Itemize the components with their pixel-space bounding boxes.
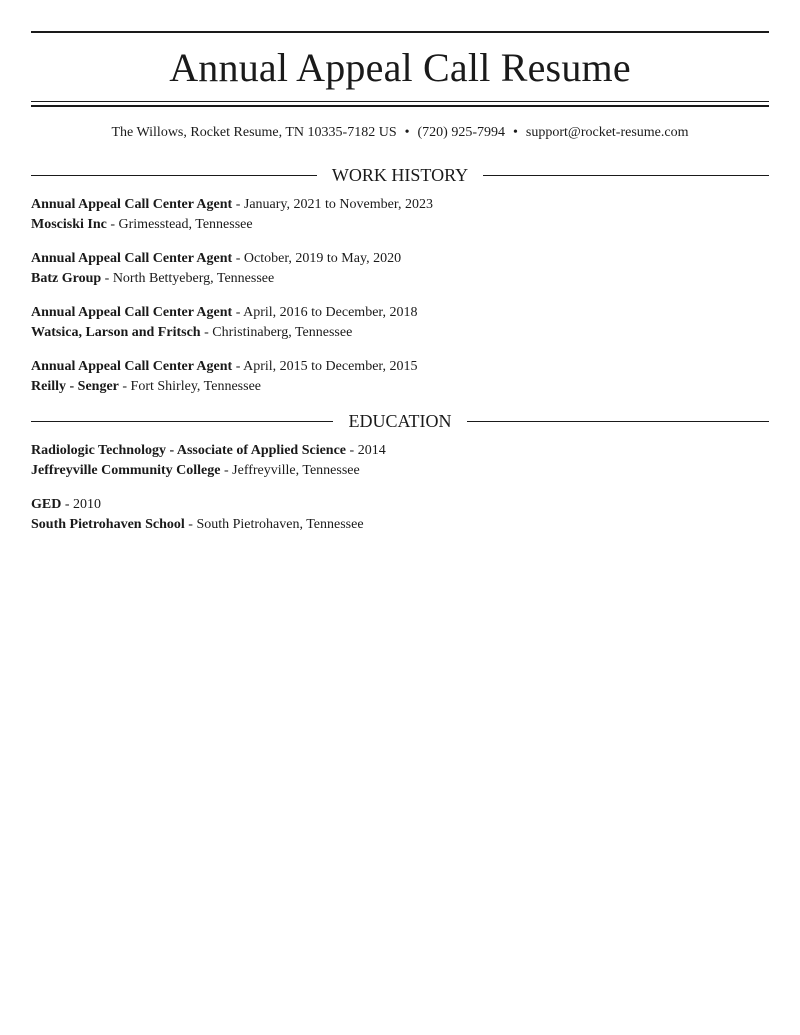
company-name: Mosciski Inc xyxy=(31,217,107,232)
heading-rule-right xyxy=(483,175,769,176)
dash: - xyxy=(232,197,244,212)
degree: GED xyxy=(31,497,62,512)
job-title: Annual Appeal Call Center Agent xyxy=(31,251,233,266)
work-entry-line-1 xyxy=(31,249,769,269)
resume-title: Annual Appeal Call Resume xyxy=(169,45,631,90)
education-entry xyxy=(31,495,769,535)
work-entry-line-2 xyxy=(31,377,769,397)
contact-phone: (720) 925-7994 xyxy=(417,125,506,140)
education-entry-line-2 xyxy=(31,515,769,535)
job-location: Grimesstead, Tennessee xyxy=(118,217,253,232)
contact-address: The Willows, Rocket Resume, TN 10335-7182 US xyxy=(111,125,397,140)
dash: - xyxy=(184,517,197,532)
job-title: Annual Appeal Call Center Agent xyxy=(31,359,233,374)
graduation-year: 2010 xyxy=(73,497,102,512)
education-entry xyxy=(31,441,769,481)
work-entry-line-2 xyxy=(31,323,769,343)
job-dates: April, 2015 to December, 2015 xyxy=(243,359,418,374)
section-title: EDUCATION xyxy=(348,411,452,431)
top-rule xyxy=(31,31,769,33)
education-heading xyxy=(31,409,769,433)
education-entry-line-1 xyxy=(31,495,769,515)
work-entry-line-2 xyxy=(31,269,769,289)
dash: - xyxy=(346,443,358,458)
graduation-year: 2014 xyxy=(357,443,386,458)
work-entry-line-1 xyxy=(31,303,769,323)
dash: - xyxy=(232,359,244,374)
work-entry xyxy=(31,195,769,235)
job-dates: October, 2019 to May, 2020 xyxy=(243,251,402,266)
degree: Radiologic Technology - Associate of Applied Science xyxy=(31,443,347,458)
job-dates: April, 2016 to December, 2018 xyxy=(243,305,418,320)
job-title: Annual Appeal Call Center Agent xyxy=(31,305,233,320)
company-name: Reilly - Senger xyxy=(31,379,119,394)
work-entry xyxy=(31,249,769,289)
job-location: Fort Shirley, Tennessee xyxy=(130,379,261,394)
work-history-heading xyxy=(31,163,769,187)
job-dates: January, 2021 to November, 2023 xyxy=(243,197,433,212)
school-location: South Pietrohaven, Tennessee xyxy=(196,517,364,532)
dash: - xyxy=(101,271,113,286)
contact-email: support@rocket-resume.com xyxy=(525,125,689,140)
work-entry-line-1 xyxy=(31,357,769,377)
heading-rule-right xyxy=(467,421,769,422)
dash: - xyxy=(232,251,244,266)
school-name: South Pietrohaven School xyxy=(31,517,185,532)
title-rule-thin xyxy=(31,101,769,102)
company-name: Watsica, Larson and Fritsch xyxy=(31,325,201,340)
dash: - xyxy=(118,379,131,394)
work-entry-line-1 xyxy=(31,195,769,215)
job-location: North Bettyeberg, Tennessee xyxy=(112,271,275,286)
work-entry xyxy=(31,303,769,343)
school-location: Jeffreyville, Tennessee xyxy=(232,463,360,478)
job-location: Christinaberg, Tennessee xyxy=(212,325,353,340)
dash: - xyxy=(200,325,213,340)
job-title: Annual Appeal Call Center Agent xyxy=(31,197,233,212)
school-name: Jeffreyville Community College xyxy=(31,463,221,478)
dash: - xyxy=(106,217,119,232)
dash: - xyxy=(220,463,233,478)
dash: - xyxy=(61,497,74,512)
contact-line xyxy=(31,123,769,143)
education-entry-line-1 xyxy=(31,441,769,461)
contact-separator: • xyxy=(513,125,518,140)
work-entry xyxy=(31,357,769,397)
contact-separator: • xyxy=(404,125,410,140)
company-name: Batz Group xyxy=(31,271,102,286)
education-entry-line-2 xyxy=(31,461,769,481)
title-rule-thick xyxy=(31,105,769,107)
work-entry-line-2 xyxy=(31,215,769,235)
dash: - xyxy=(232,305,244,320)
section-title: WORK HISTORY xyxy=(331,165,469,185)
